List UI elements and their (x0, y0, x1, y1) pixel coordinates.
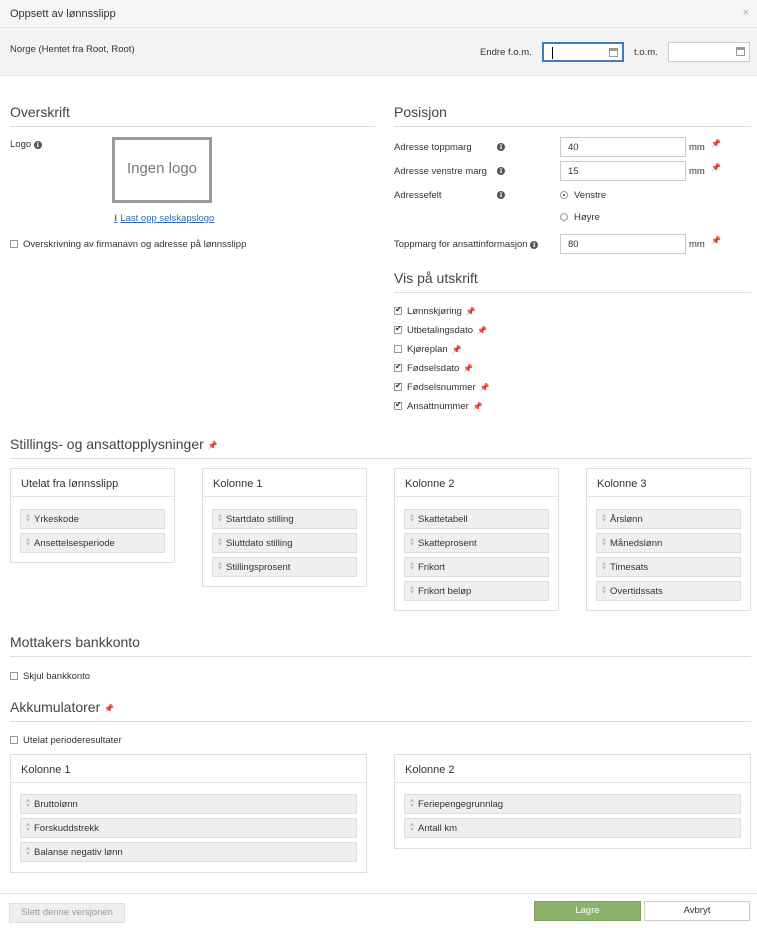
print-option-label: Fødselsnummer (407, 382, 476, 393)
pin-icon[interactable]: 📌 (711, 163, 721, 172)
pin-icon[interactable]: 📌 (463, 363, 474, 373)
delete-version-button[interactable]: Slett denne versjonen (9, 903, 125, 923)
print-option-label: Fødselsdato (407, 363, 460, 374)
top-margin-label: Adresse toppmarg (394, 142, 472, 153)
divider (203, 496, 366, 497)
unit-label: mm (689, 166, 705, 177)
pin-icon[interactable]: 📌 (451, 344, 462, 354)
print-heading: Vis på utskrift (394, 270, 751, 293)
field-label: Årslønn (610, 514, 643, 525)
column-panel (10, 468, 175, 563)
checkbox-box[interactable] (394, 307, 402, 315)
column-panel (202, 468, 367, 587)
draggable-field[interactable] (20, 533, 165, 553)
drag-handle-icon[interactable]: ▲ ▼ (409, 585, 415, 596)
column-title: Kolonne 3 (597, 478, 647, 490)
print-option-checkbox[interactable] (394, 401, 483, 412)
stilling-heading: Stillings- og ansattopplysninger 📌 (10, 436, 751, 459)
drag-handle-icon[interactable]: ▲ ▼ (25, 537, 31, 548)
close-icon[interactable]: × (742, 7, 749, 19)
override-company-checkbox[interactable]: Overskrivning av firmanavn og adresse på lønnsslipp (10, 239, 246, 250)
pin-icon[interactable]: 📌 (472, 401, 483, 411)
address-field-label: Adressefelt (394, 190, 442, 201)
print-option-label: Ansattnummer (407, 401, 469, 412)
save-button[interactable]: Lagre (534, 901, 641, 921)
draggable-field[interactable] (212, 557, 357, 577)
print-option-label: Utbetalingsdato (407, 325, 474, 336)
hide-bank-checkbox[interactable]: Skjul bankkonto (10, 671, 90, 682)
checkbox-box[interactable] (10, 240, 18, 248)
divider (587, 496, 750, 497)
draggable-field[interactable] (404, 794, 741, 814)
drag-handle-icon[interactable]: ▲ ▼ (25, 513, 31, 524)
checkbox-box[interactable] (394, 326, 402, 334)
draggable-field[interactable] (596, 581, 741, 601)
overskrift-heading: Overskrift (10, 104, 375, 127)
checkbox-box[interactable] (10, 672, 18, 680)
field-label: Antall km (418, 823, 458, 834)
field-label: Stillingsprosent (226, 562, 291, 573)
radio-hoyre[interactable]: Høyre (560, 212, 600, 223)
print-option-checkbox[interactable] (394, 306, 476, 317)
radio-dot[interactable] (560, 191, 568, 199)
print-option-checkbox[interactable] (394, 363, 473, 374)
draggable-field[interactable] (404, 557, 549, 577)
calendar-icon[interactable] (736, 47, 745, 56)
field-label: Skatteprosent (418, 538, 477, 549)
field-label: Skattetabell (418, 514, 468, 525)
print-option-label: Lønnskjøring (407, 306, 462, 317)
column-title: Kolonne 1 (21, 764, 71, 776)
draggable-field[interactable] (596, 557, 741, 577)
drag-handle-icon[interactable]: ▲ ▼ (409, 561, 415, 572)
dialog-title: Oppsett av lønnsslipp (10, 8, 116, 20)
field-label: Bruttolønn (34, 799, 78, 810)
column-title: Kolonne 2 (405, 478, 455, 490)
upload-logo-link[interactable]: ⭳ Last opp selskapslogo (114, 213, 215, 224)
draggable-field[interactable] (404, 509, 549, 529)
unit-label: mm (689, 142, 705, 153)
field-label: Ansettelsesperiode (34, 538, 115, 549)
left-margin-input[interactable]: 15 (560, 161, 686, 181)
drag-handle-icon[interactable]: ▲ ▼ (25, 846, 31, 857)
info-bar (0, 28, 757, 76)
employee-top-label: Toppmarg for ansattinformasjon i (394, 239, 538, 250)
to-date-input[interactable] (668, 42, 750, 62)
exclude-period-checkbox[interactable]: Utelat perioderesultater (10, 735, 122, 746)
draggable-field[interactable] (596, 533, 741, 553)
field-label: Sluttdato stilling (226, 538, 293, 549)
draggable-field[interactable] (404, 818, 741, 838)
drag-handle-icon[interactable]: ▲ ▼ (217, 537, 223, 548)
drag-handle-icon[interactable]: ▲ ▼ (601, 537, 607, 548)
drag-handle-icon[interactable]: ▲ ▼ (217, 513, 223, 524)
field-label: Frikort (418, 562, 445, 573)
divider (11, 496, 174, 497)
drag-handle-icon[interactable]: ▲ ▼ (217, 561, 223, 572)
divider (11, 782, 366, 783)
unit-label: mm (689, 239, 705, 250)
field-label: Forskuddstrekk (34, 823, 99, 834)
draggable-field[interactable] (212, 533, 357, 553)
info-icon[interactable]: i (497, 191, 505, 199)
column-panel (394, 754, 751, 849)
info-icon[interactable]: i (497, 167, 505, 175)
divider (395, 782, 750, 783)
pin-icon[interactable]: 📌 (479, 382, 490, 392)
radio-venstre[interactable]: Venstre (560, 190, 606, 201)
field-label: Frikort beløp (418, 586, 472, 597)
info-icon[interactable]: i (530, 241, 538, 249)
checkbox-box[interactable] (394, 383, 402, 391)
print-option-checkbox[interactable] (394, 344, 462, 355)
country-source: Norge (Hentet fra Root, Root) (10, 44, 135, 55)
pin-icon[interactable]: 📌 (104, 703, 115, 713)
drag-handle-icon[interactable]: ▲ ▼ (601, 585, 607, 596)
pin-icon[interactable]: 📌 (207, 440, 218, 450)
draggable-field[interactable] (20, 509, 165, 529)
column-title: Utelat fra lønnsslipp (21, 478, 119, 490)
from-date-input[interactable] (542, 42, 624, 62)
draggable-field[interactable] (20, 794, 357, 814)
akkumulatorer-heading: Akkumulatorer 📌 (10, 699, 751, 722)
field-label: Feriepengegrunnlag (418, 799, 504, 810)
to-date-label: t.o.m. (634, 47, 658, 58)
field-label: Yrkeskode (34, 514, 79, 525)
checkbox-box[interactable] (394, 364, 402, 372)
calendar-icon[interactable] (609, 48, 618, 57)
drag-handle-icon[interactable]: ▲ ▼ (409, 822, 415, 833)
dialog-footer (0, 893, 757, 928)
from-date-label: Endre f.o.m. (480, 47, 532, 58)
drag-handle-icon[interactable]: ▲ ▼ (25, 822, 31, 833)
draggable-field[interactable] (20, 818, 357, 838)
checkbox-box[interactable] (10, 736, 18, 744)
drag-handle-icon[interactable]: ▲ ▼ (601, 561, 607, 572)
bank-heading: Mottakers bankkonto (10, 634, 751, 657)
info-icon[interactable]: i (497, 143, 505, 151)
pin-icon[interactable]: 📌 (711, 139, 721, 148)
field-label: Månedslønn (610, 538, 663, 549)
field-label: Startdato stilling (226, 514, 294, 525)
field-label: Overtidssats (610, 586, 663, 597)
top-margin-input[interactable]: 40 (560, 137, 686, 157)
drag-handle-icon[interactable]: ▲ ▼ (25, 798, 31, 809)
drag-handle-icon[interactable]: ▲ ▼ (409, 537, 415, 548)
divider (395, 496, 558, 497)
logo-label: Logo i (10, 139, 42, 150)
draggable-field[interactable] (212, 509, 357, 529)
dialog-titlebar (0, 0, 757, 28)
draggable-field[interactable] (404, 581, 549, 601)
field-label: Timesats (610, 562, 649, 573)
column-title: Kolonne 1 (213, 478, 263, 490)
column-panel (394, 468, 559, 611)
info-icon[interactable]: i (34, 141, 42, 149)
logo-placeholder: Ingen logo (112, 137, 212, 203)
pin-icon[interactable]: 📌 (465, 306, 476, 316)
pin-icon[interactable]: 📌 (711, 236, 721, 245)
left-margin-label: Adresse venstre marg (394, 166, 487, 177)
radio-dot[interactable] (560, 213, 568, 221)
column-panel (10, 754, 367, 873)
posisjon-heading: Posisjon (394, 104, 751, 127)
print-option-checkbox[interactable] (394, 382, 490, 393)
print-option-checkbox[interactable] (394, 325, 487, 336)
column-panel (586, 468, 751, 611)
draggable-field[interactable] (20, 842, 357, 862)
draggable-field[interactable] (596, 509, 741, 529)
drag-handle-icon[interactable]: ▲ ▼ (601, 513, 607, 524)
drag-handle-icon[interactable]: ▲ ▼ (409, 798, 415, 809)
draggable-field[interactable] (404, 533, 549, 553)
employee-top-input[interactable]: 80 (560, 234, 686, 254)
checkbox-box[interactable] (394, 402, 402, 410)
cancel-button[interactable]: Avbryt (644, 901, 750, 921)
checkbox-box[interactable] (394, 345, 402, 353)
text-caret (552, 47, 553, 59)
print-option-label: Kjøreplan (407, 344, 448, 355)
field-label: Balanse negativ lønn (34, 847, 123, 858)
pin-icon[interactable]: 📌 (477, 325, 487, 335)
upload-icon: ⭳ (114, 213, 118, 224)
column-title: Kolonne 2 (405, 764, 455, 776)
drag-handle-icon[interactable]: ▲ ▼ (409, 513, 415, 524)
